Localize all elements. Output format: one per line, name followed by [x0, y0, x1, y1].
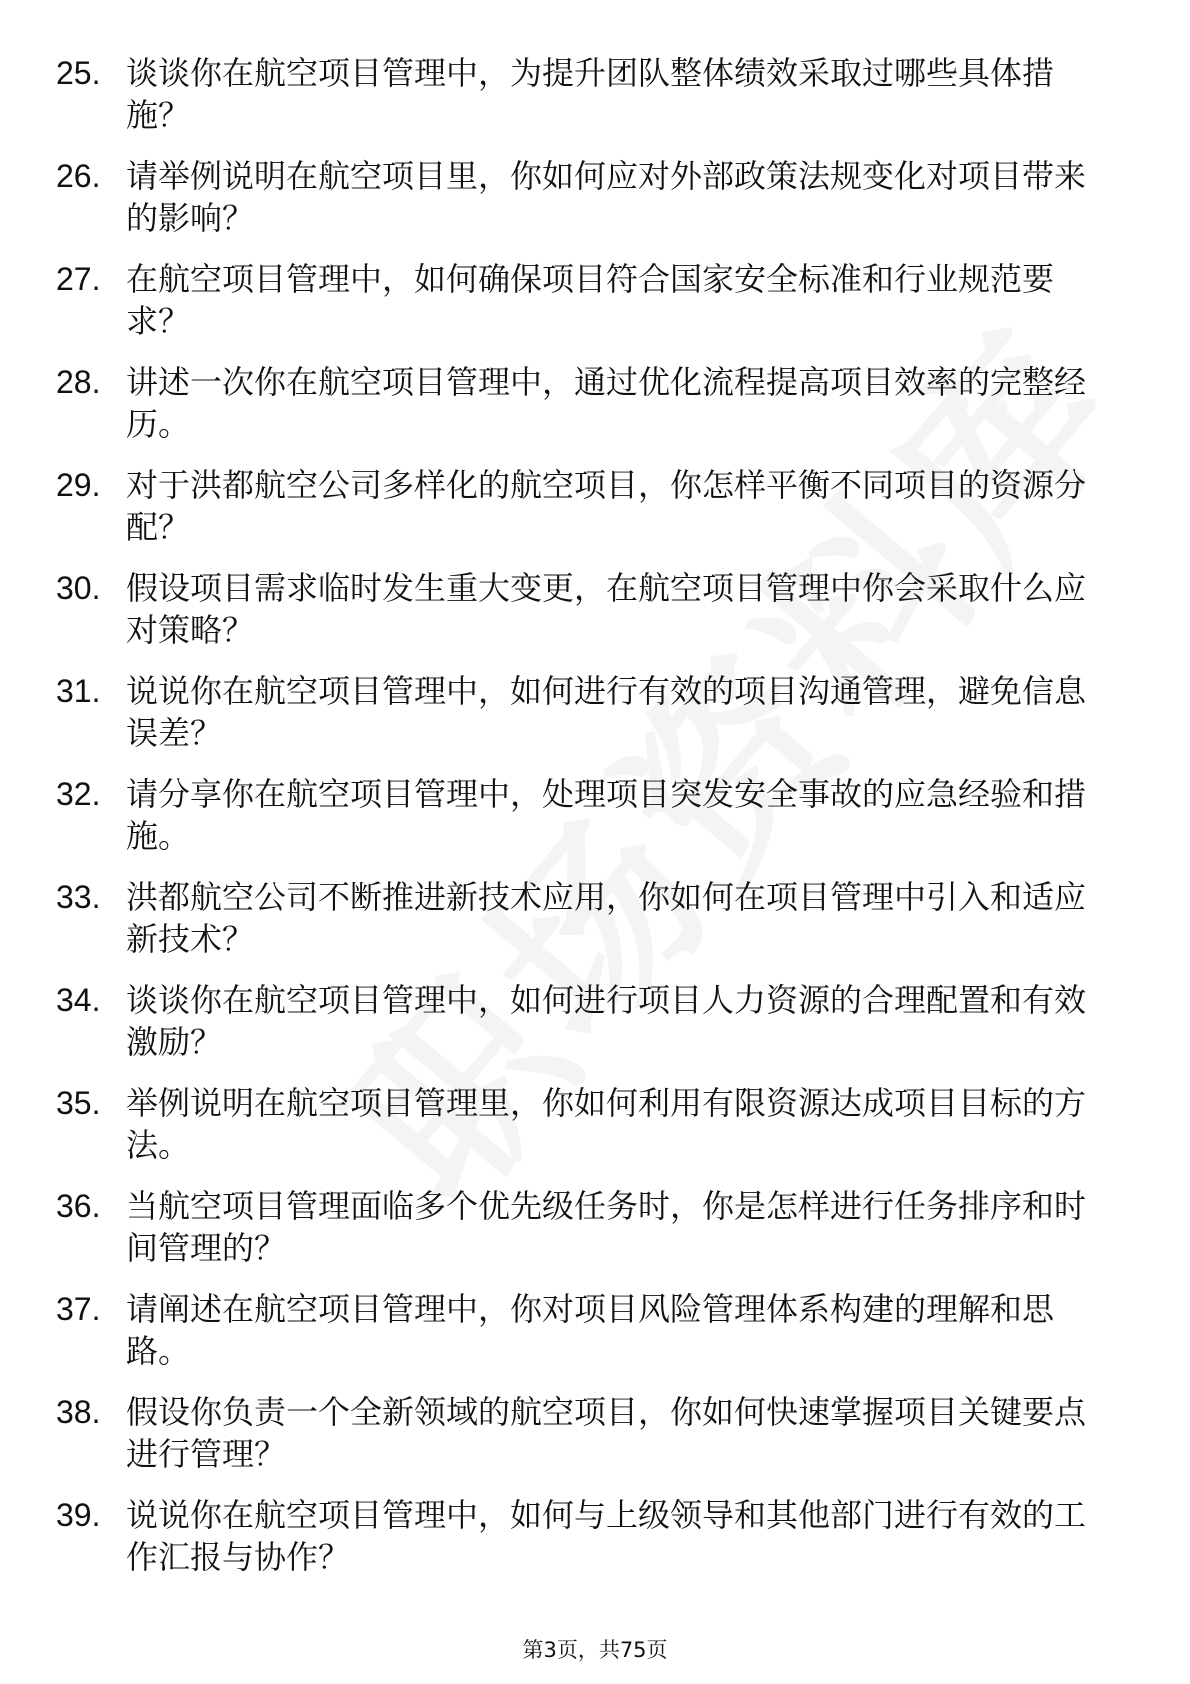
question-text: 举例说明在航空项目管理里，你如何利用有限资源达成项目目标的方法。: [126, 1084, 1087, 1164]
question-text: 对于洪都航空公司多样化的航空项目，你怎样平衡不同项目的资源分配？: [126, 466, 1087, 546]
list-item: [56, 567, 1116, 651]
question-text: 请分享你在航空项目管理中，处理项目突发安全事故的应急经验和措施。: [126, 775, 1087, 855]
list-item: [56, 155, 1116, 239]
question-text: 请阐述在航空项目管理中，你对项目风险管理体系构建的理解和思路。: [126, 1290, 1055, 1370]
question-text: 谈谈你在航空项目管理中，为提升团队整体绩效采取过哪些具体措施？: [126, 54, 1055, 134]
question-number: 34.: [56, 982, 101, 1018]
question-text: 谈谈你在航空项目管理中，如何进行项目人力资源的合理配置和有效激励？: [126, 981, 1087, 1061]
list-item: [56, 876, 1116, 960]
question-text: 假设你负责一个全新领域的航空项目，你如何快速掌握项目关键要点进行管理？: [126, 1393, 1087, 1473]
question-number: 30.: [56, 570, 101, 606]
question-number: 39.: [56, 1497, 101, 1533]
question-text: 讲述一次你在航空项目管理中，通过优化流程提高项目效率的完整经历。: [126, 363, 1087, 443]
question-text: 说说你在航空项目管理中，如何进行有效的项目沟通管理，避免信息误差？: [126, 672, 1087, 752]
list-item: [56, 52, 1116, 136]
list-item: [56, 1391, 1116, 1475]
question-text: 当航空项目管理面临多个优先级任务时，你是怎样进行任务排序和时间管理的？: [126, 1187, 1087, 1267]
question-number: 26.: [56, 158, 101, 194]
question-number: 38.: [56, 1394, 101, 1430]
list-item: [56, 258, 1116, 342]
page-footer: [0, 1636, 1190, 1664]
question-list: [56, 52, 1116, 1597]
list-item: [56, 979, 1116, 1063]
question-number: 32.: [56, 776, 101, 812]
question-number: 28.: [56, 364, 101, 400]
page-number-label: 第3页，共75页: [522, 1638, 668, 1662]
list-item: [56, 670, 1116, 754]
list-item: [56, 1185, 1116, 1269]
list-item: [56, 1494, 1116, 1578]
question-text: 请举例说明在航空项目里，你如何应对外部政策法规变化对项目带来的影响？: [126, 157, 1087, 237]
question-text: 说说你在航空项目管理中，如何与上级领导和其他部门进行有效的工作汇报与协作？: [126, 1496, 1087, 1576]
question-number: 35.: [56, 1085, 101, 1121]
list-item: [56, 464, 1116, 548]
question-number: 33.: [56, 879, 101, 915]
question-number: 29.: [56, 467, 101, 503]
question-number: 27.: [56, 261, 101, 297]
question-number: 25.: [56, 55, 101, 91]
list-item: [56, 361, 1116, 445]
question-number: 31.: [56, 673, 101, 709]
question-text: 假设项目需求临时发生重大变更，在航空项目管理中你会采取什么应对策略？: [126, 569, 1087, 649]
list-item: [56, 1288, 1116, 1372]
list-item: [56, 1082, 1116, 1166]
question-number: 37.: [56, 1291, 101, 1327]
question-text: 在航空项目管理中，如何确保项目符合国家安全标准和行业规范要求？: [126, 260, 1055, 340]
question-number: 36.: [56, 1188, 101, 1224]
list-item: [56, 773, 1116, 857]
question-text: 洪都航空公司不断推进新技术应用，你如何在项目管理中引入和适应新技术？: [126, 878, 1087, 958]
